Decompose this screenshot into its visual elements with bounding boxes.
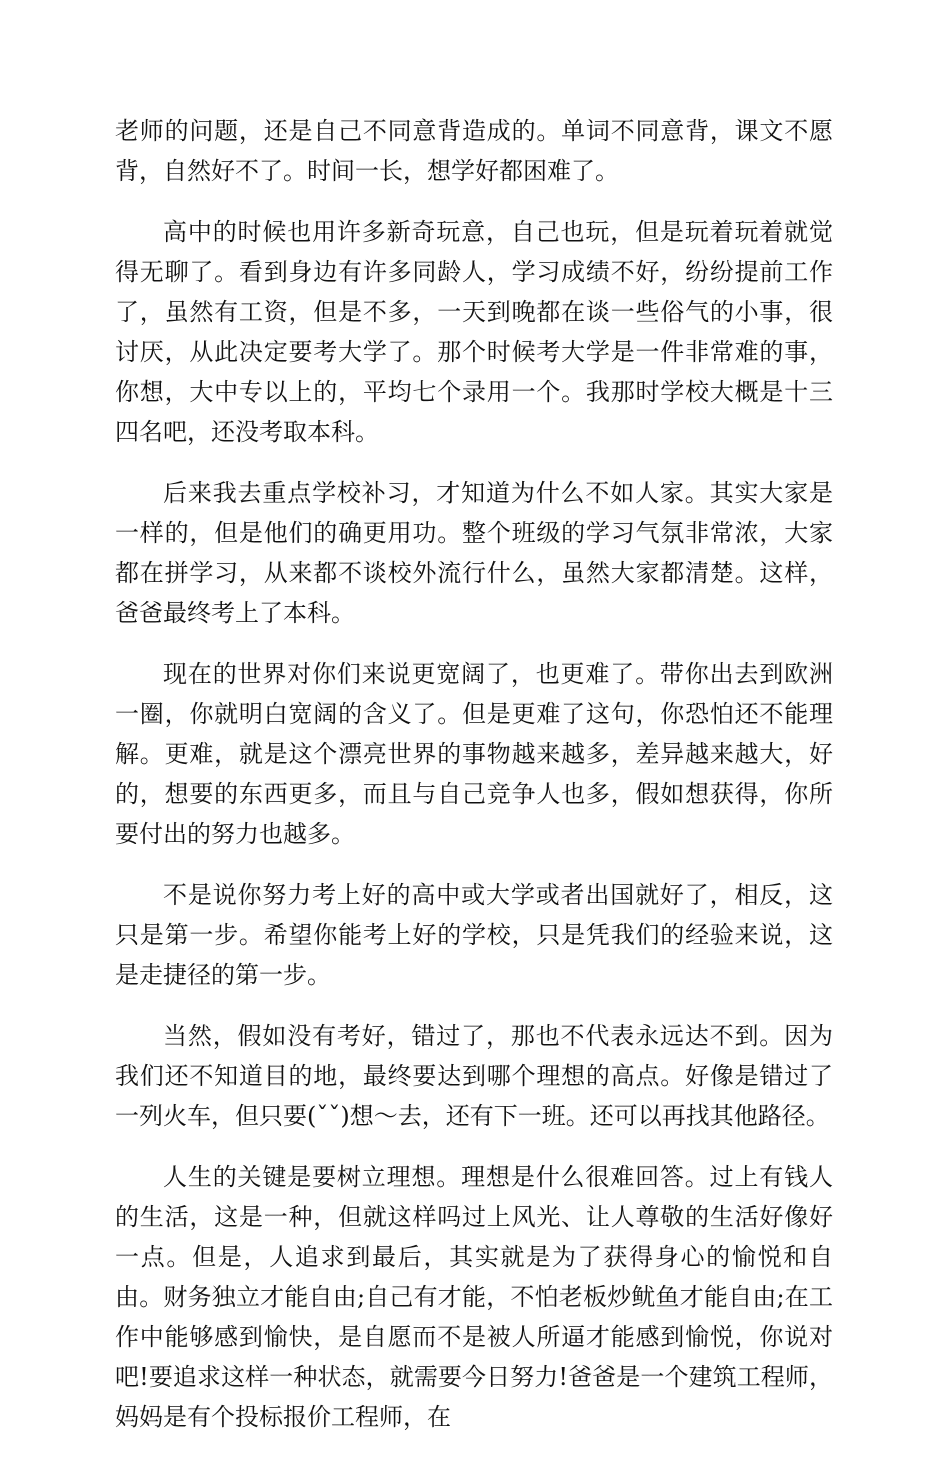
- paragraph-5: 不是说你努力考上好的高中或大学或者出国就好了，相反，这只是第一步。希望你能考上好的学校，只是凭我们的经验来说，这是走捷径的第一步。: [115, 881, 833, 989]
- paragraph-7: 人生的关键是要树立理想。理想是什么很难回答。过上有钱人的生活，这是一种，但就这样吗过上风光、让人尊敬的生活好像好一点。但是，人追求到最后，其实就是为了获得身心的愉悦和自由。财务独立才能自由;自己有才能，不怕老板炒鱿鱼才能自由;在工作中能够感到愉快，是自愿而不是被人所逼才能感到愉悦，你说对吧!要追求这样一种状态，就需要今日努力!爸爸是一个建筑工程师，妈妈是有个投标报价工程师，在: [115, 1163, 833, 1431]
- paragraph-2: 高中的时候也用许多新奇玩意，自己也玩，但是玩着玩着就觉得无聊了。看到身边有许多同龄人，学习成绩不好，纷纷提前工作了，虽然有工资，但是不多，一天到晚都在谈一些俗气的小事，很讨厌，从此决定要考大学了。那个时候考大学是一件非常难的事，你想，大中专以上的，平均七个录用一个。我那时学校大概是十三四名吧，还没考取本科。: [115, 218, 833, 446]
- paragraph-1: 老师的问题，还是自己不同意背造成的。单词不同意背，课文不愿背，自然好不了。时间一长，想学好都困难了。: [115, 117, 833, 185]
- paragraph-6: 当然，假如没有考好，错过了，那也不代表永远达不到。因为我们还不知道目的地，最终要达到哪个理想的高点。好像是错过了一列火车，但只要(ˇˇ)想～去，还有下一班。还可以再找其他路径。: [115, 1022, 833, 1130]
- document-body: [115, 111, 833, 1458]
- paragraph-4: 现在的世界对你们来说更宽阔了，也更难了。带你出去到欧洲一圈，你就明白宽阔的含义了。但是更难了这句，你恐怕还不能理解。更难，就是这个漂亮世界的事物越来越多，差异越来越大，好的，想要的东西更多，而且与自己竞争人也多，假如想获得，你所要付出的努力也越多。: [115, 660, 833, 848]
- paragraph-3: 后来我去重点学校补习，才知道为什么不如人家。其实大家是一样的，但是他们的确更用功。整个班级的学习气氛非常浓，大家都在拼学习，从来都不谈校外流行什么，虽然大家都清楚。这样，爸爸最终考上了本科。: [115, 479, 833, 627]
